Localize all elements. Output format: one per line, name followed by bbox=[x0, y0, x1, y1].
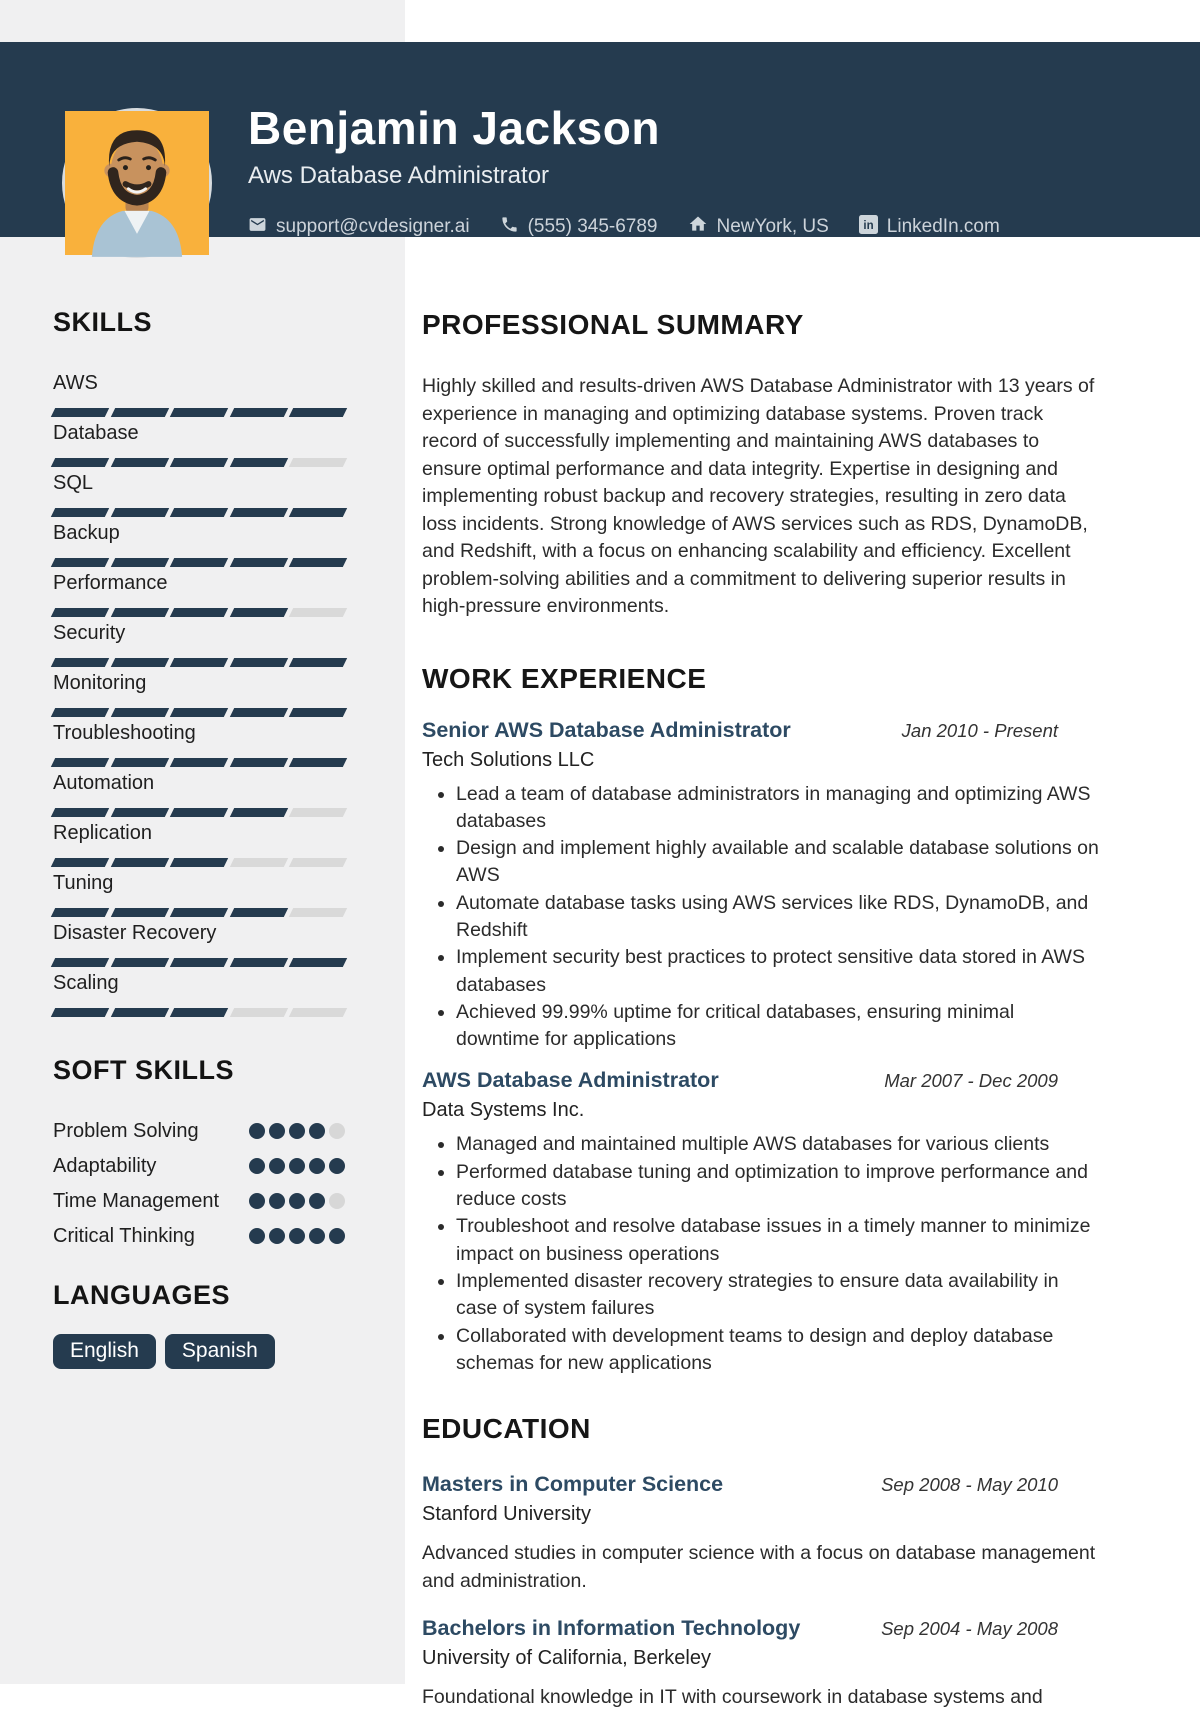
skill-bar-segment bbox=[230, 558, 288, 567]
education-entry-header bbox=[422, 1471, 1102, 1498]
soft-skill-item bbox=[53, 1153, 345, 1180]
main-content bbox=[422, 237, 1102, 1731]
job-title: AWS Database Administrator bbox=[422, 1068, 719, 1093]
skill-level-bar bbox=[53, 758, 345, 767]
contact-phone bbox=[500, 215, 658, 240]
skill-bar-segment bbox=[230, 808, 288, 817]
skill-item bbox=[53, 820, 345, 867]
skill-bar-segment bbox=[170, 858, 228, 867]
skill-bar-segment bbox=[110, 958, 168, 967]
email-icon bbox=[248, 215, 267, 240]
skill-bar-segment bbox=[110, 708, 168, 717]
skill-bar-segment bbox=[110, 608, 168, 617]
skill-bar-segment bbox=[289, 958, 347, 967]
rating-dot bbox=[269, 1123, 285, 1139]
summary-section-title: PROFESSIONAL SUMMARY bbox=[422, 309, 804, 340]
skill-bar-segment bbox=[170, 458, 228, 467]
skill-level-bar bbox=[53, 708, 345, 717]
soft-skill-name: Adaptability bbox=[53, 1155, 157, 1177]
profile-photo-illustration bbox=[65, 111, 209, 255]
job-dates: Jan 2010 - Present bbox=[901, 719, 1058, 741]
skill-item bbox=[53, 720, 345, 767]
skill-item bbox=[53, 470, 345, 517]
contact-phone-text: (555) 345-6789 bbox=[527, 216, 658, 237]
skill-bar-segment bbox=[51, 808, 109, 817]
skill-bar-segment bbox=[230, 858, 288, 867]
skill-item bbox=[53, 920, 345, 967]
soft-skills-list bbox=[53, 1118, 345, 1250]
job-bullet: • Performed database tuning and optimization to improve performance and reduce costs bbox=[456, 1159, 1102, 1214]
skill-name: Scaling bbox=[53, 972, 119, 994]
rating-dot bbox=[309, 1123, 325, 1139]
soft-skill-rating bbox=[249, 1223, 345, 1244]
experience-entry-header bbox=[422, 717, 1102, 744]
skill-bar-segment bbox=[170, 658, 228, 667]
skill-bar-segment bbox=[110, 508, 168, 517]
rating-dot bbox=[269, 1193, 285, 1209]
skill-level-bar bbox=[53, 858, 345, 867]
education-section-title: EDUCATION bbox=[422, 1413, 591, 1445]
job-bullet: • Lead a team of database administrators in managing and optimizing AWS databases bbox=[456, 781, 1102, 836]
skill-level-bar bbox=[53, 658, 345, 667]
job-bullet: • Automate database tasks using AWS services like RDS, DynamoDB, and Redshift bbox=[456, 890, 1102, 945]
skill-item bbox=[53, 420, 345, 467]
skill-bar-segment bbox=[230, 908, 288, 917]
job-bullet: • Achieved 99.99% uptime for critical databases, ensuring minimal downtime for applications bbox=[456, 999, 1102, 1054]
skill-bar-segment bbox=[289, 658, 347, 667]
rating-dot bbox=[289, 1123, 305, 1139]
skills-list bbox=[53, 370, 345, 1017]
skills-section-title: SKILLS bbox=[53, 307, 153, 337]
soft-skills-section-title: SOFT SKILLS bbox=[53, 1055, 234, 1085]
skill-bar-segment bbox=[289, 508, 347, 517]
skill-name: Database bbox=[53, 422, 139, 444]
skill-name: Replication bbox=[53, 822, 152, 844]
header-text bbox=[248, 102, 1148, 240]
rating-dot bbox=[249, 1193, 265, 1209]
rating-dot bbox=[329, 1228, 345, 1244]
skill-name: Automation bbox=[53, 772, 155, 794]
rating-dot bbox=[309, 1158, 325, 1174]
skill-bar-segment bbox=[170, 1008, 228, 1017]
rating-dot bbox=[249, 1123, 265, 1139]
languages-list bbox=[53, 1334, 345, 1369]
degree-title: Bachelors in Information Technology bbox=[422, 1615, 801, 1640]
rating-dot bbox=[289, 1193, 305, 1209]
education-dates: Sep 2008 - May 2010 bbox=[881, 1474, 1058, 1496]
skill-bar-segment bbox=[170, 908, 228, 917]
skill-bar-segment bbox=[289, 708, 347, 717]
skill-bar-segment bbox=[51, 858, 109, 867]
soft-skill-name: Time Management bbox=[53, 1190, 219, 1212]
contact-linkedin bbox=[859, 215, 1000, 240]
skill-bar-segment bbox=[51, 558, 109, 567]
job-bullet: • Design and implement highly available and scalable database solutions on AWS bbox=[456, 835, 1102, 890]
candidate-name: Benjamin Jackson bbox=[248, 102, 660, 154]
education-entry bbox=[422, 1615, 1102, 1712]
language-chip: English bbox=[53, 1334, 156, 1369]
skill-item bbox=[53, 370, 345, 417]
education-list bbox=[422, 1471, 1102, 1711]
job-bullet: • Troubleshoot and resolve database issues in a timely manner to minimize impact on business operations bbox=[456, 1213, 1102, 1268]
skill-bar-segment bbox=[110, 658, 168, 667]
contact-location-text: NewYork, US bbox=[716, 216, 829, 237]
skill-level-bar bbox=[53, 558, 345, 567]
skill-item bbox=[53, 870, 345, 917]
skill-item bbox=[53, 970, 345, 1017]
skill-bar-segment bbox=[170, 508, 228, 517]
soft-skill-item bbox=[53, 1223, 345, 1250]
experience-entry bbox=[422, 1067, 1102, 1377]
phone-icon bbox=[500, 215, 519, 240]
skill-bar-segment bbox=[110, 758, 168, 767]
rating-dot bbox=[249, 1158, 265, 1174]
skill-level-bar bbox=[53, 458, 345, 467]
skill-bar-segment bbox=[51, 758, 109, 767]
rating-dot bbox=[249, 1228, 265, 1244]
skill-bar-segment bbox=[51, 908, 109, 917]
skill-bar-segment bbox=[51, 1008, 109, 1017]
rating-dot bbox=[269, 1228, 285, 1244]
skill-bar-segment bbox=[110, 858, 168, 867]
skill-level-bar bbox=[53, 408, 345, 417]
rating-dot bbox=[269, 1158, 285, 1174]
skill-name: SQL bbox=[53, 472, 94, 494]
skill-bar-segment bbox=[289, 408, 347, 417]
skill-bar-segment bbox=[230, 608, 288, 617]
soft-skill-name: Problem Solving bbox=[53, 1120, 199, 1142]
skill-bar-segment bbox=[51, 708, 109, 717]
contact-linkedin-text: LinkedIn.com bbox=[886, 216, 1000, 237]
skill-name: AWS bbox=[53, 372, 98, 394]
rating-dot bbox=[309, 1228, 325, 1244]
summary-text: Highly skilled and results-driven AWS Database Administrator with 13 years of experience in managing and optimizing database systems. Proven track record of successfully implementing and maintaining AWS databases to ensure optimal performance and data integrity. Expertise in designing and implementing robust backup and recovery strategies, resulting in zero data loss incidents. Strong knowledge of AWS services such as RDS, DynamoDB, and Redshift, with a focus on enhancing scalability and efficiency. Excellent problem-solving abilities and a commitment to delivering superior results in high-pressure environments. bbox=[422, 375, 1095, 617]
soft-skill-rating bbox=[249, 1118, 345, 1139]
skill-name: Security bbox=[53, 622, 126, 644]
skill-level-bar bbox=[53, 508, 345, 517]
soft-skill-rating bbox=[249, 1188, 345, 1209]
rating-dot bbox=[289, 1158, 305, 1174]
degree-title: Masters in Computer Science bbox=[422, 1472, 724, 1497]
skill-bar-segment bbox=[289, 558, 347, 567]
job-bullet: • Implemented disaster recovery strategies to ensure data availability in case of system failures bbox=[456, 1268, 1102, 1323]
skill-bar-segment bbox=[289, 808, 347, 817]
skill-bar-segment bbox=[51, 958, 109, 967]
skill-bar-segment bbox=[110, 558, 168, 567]
skill-bar-segment bbox=[51, 658, 109, 667]
job-bullet-list bbox=[422, 1131, 1102, 1377]
skill-bar-segment bbox=[51, 508, 109, 517]
skill-item bbox=[53, 570, 345, 617]
languages-section-title: LANGUAGES bbox=[53, 1280, 231, 1310]
skill-name: Disaster Recovery bbox=[53, 922, 217, 944]
skill-bar-segment bbox=[170, 408, 228, 417]
skill-bar-segment bbox=[110, 908, 168, 917]
school-name: University of California, Berkeley bbox=[422, 1646, 711, 1669]
education-description: Advanced studies in computer science with a focus on database management and administration. bbox=[422, 1542, 1096, 1592]
education-dates: Sep 2004 - May 2008 bbox=[881, 1617, 1058, 1639]
skill-bar-segment bbox=[170, 758, 228, 767]
rating-dot bbox=[329, 1158, 345, 1174]
education-entry-header bbox=[422, 1615, 1102, 1642]
job-company: Data Systems Inc. bbox=[422, 1099, 585, 1122]
skill-bar-segment bbox=[51, 458, 109, 467]
skill-bar-segment bbox=[230, 958, 288, 967]
sidebar bbox=[53, 237, 345, 1369]
skill-bar-segment bbox=[289, 458, 347, 467]
job-bullet-list bbox=[422, 781, 1102, 1054]
skill-level-bar bbox=[53, 908, 345, 917]
profile-photo bbox=[62, 108, 212, 258]
contact-email-text: support@cvdesigner.ai bbox=[276, 216, 470, 237]
skill-bar-segment bbox=[230, 658, 288, 667]
rating-dot bbox=[309, 1193, 325, 1209]
skill-bar-segment bbox=[289, 1008, 347, 1017]
skill-bar-segment bbox=[230, 758, 288, 767]
skill-bar-segment bbox=[110, 408, 168, 417]
skill-name: Monitoring bbox=[53, 672, 147, 694]
soft-skill-item bbox=[53, 1188, 345, 1215]
school-name: Stanford University bbox=[422, 1503, 591, 1526]
skill-name: Tuning bbox=[53, 872, 114, 894]
skill-level-bar bbox=[53, 608, 345, 617]
skill-level-bar bbox=[53, 958, 345, 967]
skill-bar-segment bbox=[170, 558, 228, 567]
contact-email bbox=[248, 215, 470, 240]
skill-bar-segment bbox=[289, 608, 347, 617]
skill-item bbox=[53, 520, 345, 567]
skill-bar-segment bbox=[170, 808, 228, 817]
job-company: Tech Solutions LLC bbox=[422, 748, 595, 771]
soft-skill-name: Critical Thinking bbox=[53, 1225, 195, 1247]
soft-skill-rating bbox=[249, 1153, 345, 1174]
education-description: Foundational knowledge in IT with coursework in database systems and bbox=[422, 1685, 1043, 1708]
skill-item bbox=[53, 670, 345, 717]
skill-bar-segment bbox=[51, 408, 109, 417]
soft-skill-item bbox=[53, 1118, 345, 1145]
linkedin-icon bbox=[859, 215, 878, 240]
skill-level-bar bbox=[53, 1008, 345, 1017]
skill-name: Troubleshooting bbox=[53, 722, 196, 744]
experience-entry-header bbox=[422, 1067, 1102, 1094]
skill-bar-segment bbox=[230, 408, 288, 417]
skill-bar-segment bbox=[230, 458, 288, 467]
header bbox=[0, 42, 1200, 237]
skill-bar-segment bbox=[289, 908, 347, 917]
education-entry bbox=[422, 1471, 1102, 1595]
skill-name: Backup bbox=[53, 522, 120, 544]
language-chip: Spanish bbox=[165, 1334, 275, 1369]
skill-bar-segment bbox=[289, 758, 347, 767]
job-bullet: • Managed and maintained multiple AWS databases for various clients bbox=[456, 1131, 1102, 1158]
skill-bar-segment bbox=[110, 808, 168, 817]
skill-bar-segment bbox=[110, 458, 168, 467]
skill-bar-segment bbox=[289, 858, 347, 867]
skill-item bbox=[53, 770, 345, 817]
skill-bar-segment bbox=[170, 958, 228, 967]
skill-bar-segment bbox=[230, 708, 288, 717]
skill-bar-segment bbox=[230, 1008, 288, 1017]
skill-bar-segment bbox=[110, 1008, 168, 1017]
skill-name: Performance bbox=[53, 572, 168, 594]
experience-section-title: WORK EXPERIENCE bbox=[422, 662, 707, 694]
rating-dot bbox=[329, 1193, 345, 1209]
skill-bar-segment bbox=[230, 508, 288, 517]
job-title: Senior AWS Database Administrator bbox=[422, 717, 791, 742]
job-bullet: • Collaborated with development teams to design and deploy database schemas for new applications bbox=[456, 1323, 1102, 1378]
skill-bar-segment bbox=[51, 608, 109, 617]
job-bullet: • Implement security best practices to protect sensitive data stored in AWS databases bbox=[456, 944, 1102, 999]
experience-list bbox=[422, 717, 1102, 1378]
rating-dot bbox=[289, 1228, 305, 1244]
skill-item bbox=[53, 620, 345, 667]
candidate-job-title: Aws Database Administrator bbox=[248, 162, 550, 189]
experience-entry bbox=[422, 717, 1102, 1054]
job-dates: Mar 2007 - Dec 2009 bbox=[884, 1070, 1058, 1092]
skill-bar-segment bbox=[170, 708, 228, 717]
skill-bar-segment bbox=[170, 608, 228, 617]
svg-text:in: in bbox=[863, 219, 874, 232]
skill-level-bar bbox=[53, 808, 345, 817]
rating-dot bbox=[329, 1123, 345, 1139]
